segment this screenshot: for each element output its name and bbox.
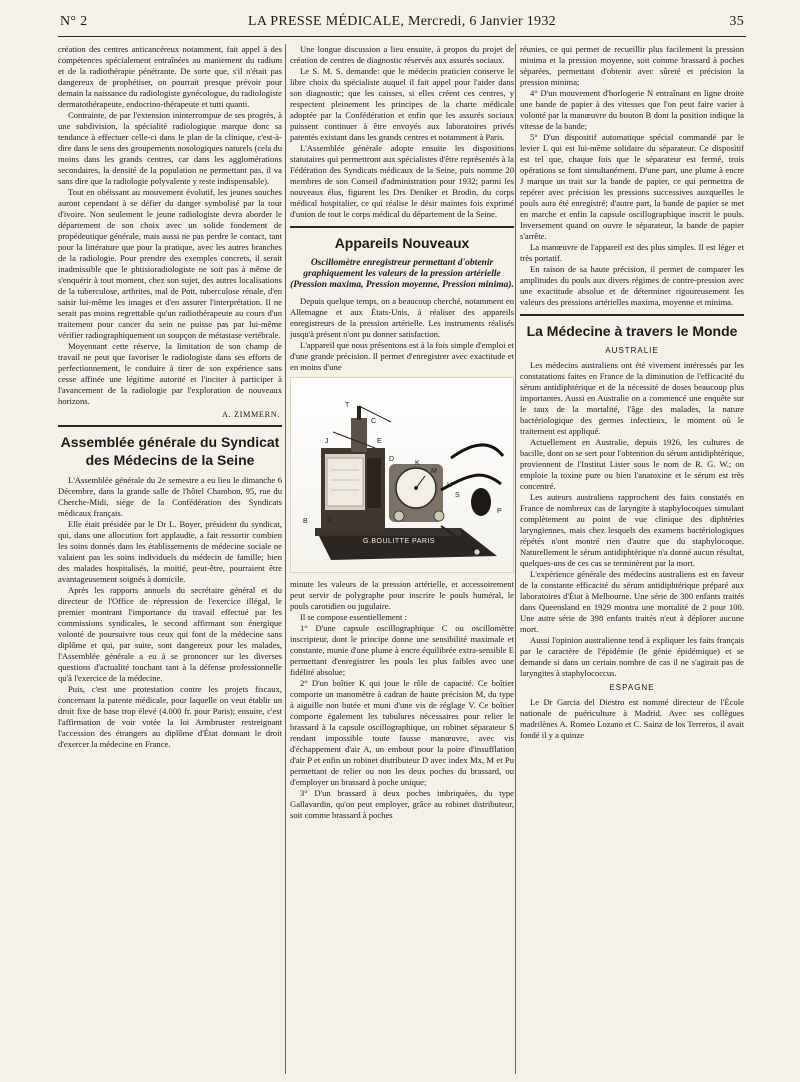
paragraph: 3° D'un brassard à deux poches imbriquées, du type Gallavardin, qu'on peut employer, grâce au robinet distributeur, soit comme brassard à poches bbox=[290, 788, 514, 820]
country-heading-espagne: ESPAGNE bbox=[609, 683, 655, 692]
paragraph: 5° D'un dispositif automatique spécial commandé par le levier L qui est lui-même solidaire du séparateur. Ce dispositif est tel que, chaque fois que le séparateur est fermé, trois opérations se font simultanément. D'une part, une plume à encre J marque un trait sur la bande de papier, ce qui permettra de repérer avec précision les pressions successives auxquelles le pouls aura été enregistré; d'autre part, la bande de papier se met en marche et enfin la capsule oscillographique inscrit le pouls. Inversement quand on ouvre le séparateur, la bande de papier s'arrête. bbox=[520, 132, 744, 241]
photo-label: D bbox=[389, 456, 395, 463]
paragraph: 2° D'un boîtier K qui joue le rôle de capacité. Ce boîtier comporte un manomètre à cadran de haute précision M, du type à aiguille non butée et muni d'une vis de réglage V. Ce boîtier comporte également les tubulures nécessaires pour relier le brassard à la capsule oscillographique, un robinet séparateur S rendant impossible toute fausse manœuvre, avec vis d'échappement d'air A, un embout pour la poire d'insufflation d'air P et enfin un robinet distributeur D avec index Mx, M et Pu permettant de relier ou non les deux poches du brassard, ou d'employer un brassard à poche unique; bbox=[290, 678, 514, 787]
paragraph: La manœuvre de l'appareil est des plus simples. Il est léger et très portatif. bbox=[520, 242, 744, 263]
manufacturer-plate: G.BOULITTE PARIS bbox=[363, 538, 436, 545]
column-divider bbox=[285, 44, 286, 1074]
paragraph: L'Assemblée générale du 2e semestre a eu lieu le dimanche 6 Décembre, dans la grande salle de l'hôtel Chambon, 95, rue du Cherche-Midi, siège de la Confédération des Syndicats médicaux français. bbox=[58, 475, 282, 518]
country-heading-australie: AUSTRALIE bbox=[605, 346, 659, 355]
photo-label: T bbox=[345, 402, 350, 409]
section-rule bbox=[290, 226, 514, 228]
photo-label: S bbox=[455, 492, 460, 499]
photo-label: E bbox=[377, 438, 382, 445]
paragraph: Aussi l'opinion australienne tend à expliquer les faits français par le caractère de l'épidémie (le génie épidémique) et se demande si dans un certain nombre de cas il ne s'agirait pas de laryngites à staphylococcus. bbox=[520, 635, 744, 678]
paragraph: En raison de sa haute précision, il permet de comparer les amplitudes du pouls aux divers régimes de contre-pression avec une exactitude absolue et de déterminer rigoureusement les valeurs des pressions artérielles maxima, moyenne et minima. bbox=[520, 264, 744, 307]
paragraph: 4° D'un mouvement d'horlogerie N entraînant en ligne droite une bande de papier à des vitesses que l'on peut faire varier à volonté par la manœuvre du bouton B dont la position indique la vitesse de la bande; bbox=[520, 88, 744, 131]
paragraph: Il se compose essentiellement : bbox=[300, 612, 407, 622]
paragraph: Les auteurs australiens rapprochent des faits constatés en France de nombreux cas de laryngite à staphylocoques simulant complètement au point de vue clinique des diphtéries laryngiennes, mais chez lesquels des examens bactériologiques répétés n'ont montré rien d'autre que du staphylocoque. Naturellement le sérum antidiphtérique n'a donné aucun résultat, quelques-uns de ces cas se terminèrent par la mort. bbox=[520, 492, 744, 568]
page-number: 35 bbox=[729, 14, 744, 29]
article-subtitle: Oscillomètre enregistreur permettant d'obtenir graphiquement les valeurs de la pression artérielle (Pression maxima, Pression moyenne, Pression minima). bbox=[290, 258, 514, 290]
paragraph: Une longue discussion a lieu ensuite, à propos du projet de création de centres de diagnostic réservés aux assurés sociaux. bbox=[290, 44, 514, 65]
photo-label: H bbox=[447, 482, 453, 489]
photo-label: M bbox=[431, 468, 437, 475]
photo-label: P bbox=[497, 508, 502, 515]
column-1 bbox=[58, 44, 282, 1074]
paragraph: création des centres anticancéreux notamment, fait appel à des compétences spécialement entraînées au maniement du radium et de la radiothérapie pénétrante. De sorte que, s'il n'était pas dangereux de prophétiser, on pourrait presque prévoir pour demain la naissance du radiologiste gynécologue, du radiologiste dermatothérapeute, endocrino-thérapeute et tutti quanti. bbox=[58, 44, 282, 109]
photo-label: B bbox=[303, 518, 308, 525]
author-signature: A. ZIMMERN. bbox=[222, 410, 280, 419]
paragraph: L'Assemblée générale adopte ensuite les dispositions statutaires qui permettront aux spécialistes d'être représentés à la Fédération des Syndicats médicaux de la Seine, puis nomme 20 membres de son Conseil d'administration pour 1932; parmi les nouveaux élus, figurent les Drs Deniker et Brodin, du corps médical hospitalier, ce qui réalise le désir maintes fois exprimé d'union de tout le corps médical du département de la Seine. bbox=[290, 143, 514, 219]
paragraph: Après les rapports annuels du secrétaire général et du directeur de l'Office de répression de l'exercice illégal, le premier montrant l'importance du travail effectué par les commissions syndicales, le second affirmant son énergique volonté de poursuivre tous ceux qui font de la médecine sans diplôme et qui, par suite, sont dangereux pour les malades, l'Assemblée générale a eu à se prononcer sur les diverses questions d'actualité touchant tant à la défense professionnelle qu'à l'exercice de la médecine. bbox=[58, 585, 282, 683]
header-rule bbox=[58, 36, 746, 37]
paragraph: Le Dr Garcia del Diestro est nommé directeur de l'École nationale de puériculture à Madrid. Avec ses collègues madrilènes A. Romeo Lozano et C. Sainz de los Terreros, il avait fondé il y a quinze bbox=[520, 697, 744, 740]
paragraph: minute les valeurs de la pression artérielle, et accessoirement peut servir de polygraphe pour inscrire le pouls huméral, le pouls carotidien ou jugulaire. bbox=[290, 579, 514, 611]
paragraph: Contrainte, de par l'extension ininterrompue de ses progrès, à une subdivision, la spécialité radiologique marque donc sa tendance à effectuer celle-ci dans le plan de la clinique, c'est-à-dire dans le sens des groupements nosologiques naturels (cela du moins dans les grands centres, car dans les agglomérations secondaires, la densité de la population ne permettant pas, il va sans dire que la radiologie polyvalente y reste indispensable). bbox=[58, 110, 282, 186]
paragraph: L'expérience générale des médecins australiens est en faveur de la constante efficacité du sérum antidiphtérique préparé aux laboratoires d'État à Melbourne. Une série de 300 enfants traités dans Queensland en 1929 montra une mortalité de 2 pour 100. Une autre série de 398 enfants traités n'eut à déplorer aucune mort. bbox=[520, 569, 744, 634]
paragraph: Les médecins australiens ont été vivement intéressés par les constatations faites en France de la diminution de l'efficacité du sérum antidiphtérique et de la nécessité de doses beaucoup plus importantes. Aussi en Australie on a commencé une enquête sur le taux de la mortalité, l'âge des malades, la nature bactériologique des germes infectieux, le moment où le traitement est appliqué. bbox=[520, 360, 744, 436]
section-rule bbox=[520, 314, 744, 316]
column-divider bbox=[515, 44, 516, 1074]
section-title-assemblee: Assemblée générale du Syndicat des Médecins de la Seine bbox=[60, 434, 280, 468]
paragraph: réunies, ce qui permet de recueillir plus facilement la pression minima et la pression moyenne, soit comme brassard à poches séparées, permettant d'obtenir avec sûreté et précision la pression minima; bbox=[520, 44, 744, 87]
photo-label: R bbox=[327, 518, 333, 525]
paragraph: Tout en obéissant au mouvement évolutif, les jeunes souches auront cependant à se défier du danger symbolisé par la tour d'ivoire. Non seulement le jeune radiologiste devra aborder le département de son choix avec un solide fondement de propédeutique générale, mais aussi ne pas perdre le contact, tant pour la littérature que pour la pratique, avec les autres branches de la radiologie. Pour prendre des exemples concrets, il serait inadmissible que le phtisioradiologiste ne soit pas à même de s'enquérir à tout moment, chez son sujet, des autres localisations de la tuberculose, arthrites, mal de Pott, tuberculose rénale, d'en saisir lui-même les images et d'en assurer l'interprétation. Il ne serait pas moins regrettable qu'un radiothérapeute au cours d'un traitement pour cancer du sein ne puisse pas par lui-même vérifier radiographiquement un soupçon de métastase vertébrale. bbox=[58, 187, 282, 340]
section-title-medecine-monde: La Médecine à travers le Monde bbox=[526, 323, 738, 339]
paragraph: 1° D'une capsule oscillographique C ou oscillomètre inscripteur, dont le principe donne une sensibilité maximale et constante, munie d'une plume à encre équilibrée extra-sensible E permettant d'enregistrer les pouls les plus faibles avec une fidélité absolue; bbox=[290, 623, 514, 677]
column-3 bbox=[520, 44, 744, 1074]
paragraph: Puis, c'est une protestation contre les projets fiscaux, concernant la patente médicale, pour laquelle on veut établir un droit fixe de base trop élevé (4.000 fr. pour Paris); ensuite, c'est l'affirmation de voir votée la loi Armbruster restreignant l'accession des étrangers au diplôme d'État donnant le droit d'exercer la médecine en France. bbox=[58, 684, 282, 749]
paragraph: Moyennant cette réserve, la limitation de son champ de travail ne peut que favoriser le radiologiste dans ses efforts de perfectionnement, le conduire à tirer de son expérience sans cesse affinée une légitime autorité et l'inciter à participer à l'avancement de la radiologie par l'exploration de nouveaux horizons. bbox=[58, 341, 282, 406]
issue-number: N° 2 bbox=[60, 14, 88, 29]
paragraph: Actuellement en Australie, depuis 1926, les cultures de bacille, dont on se sert pour l'obtention du sérum antidiphtérique, proviennent de l'Institut Lister sous le nom de R. G. W.; on emploie la toxine pure ou bien l'anatoxine et le sérum est très concentré. bbox=[520, 437, 744, 491]
photo-label: K bbox=[415, 460, 420, 467]
photo-label: J bbox=[325, 438, 329, 445]
paragraph: Depuis quelque temps, on a beaucoup cherché, notamment en Allemagne et aux États-Unis, à réaliser des appareils enregistreurs de la pression artérielle. Les instruments réalisés jusqu'à présent n'ont pu donner satisfaction. bbox=[290, 296, 514, 339]
section-rule bbox=[58, 425, 282, 427]
paragraph: Elle était présidée par le Dr L. Boyer, président du syndicat, qui, dans une allocution fort applaudie, a fait ressortir combien les soins donnés dans les établissements de médecine sociale ne valaient pas les soins individuels du médecin de famille; bien des malades hospitalisés, la moitié, peut-être, pourraient être avantageusement soignés à domicile. bbox=[58, 519, 282, 584]
paragraph: L'appareil que nous présentons est à la fois simple d'emploi et d'une grande précision. Il permet d'enregistrer avec exactitude et en moins d'une bbox=[290, 340, 514, 372]
masthead-title: LA PRESSE MÉDICALE, Mercredi, 6 Janvier 1932 bbox=[248, 14, 556, 29]
paragraph: Le S. M. S. demande: que le médecin praticien conserve le libre choix du spécialiste auquel il fait appel pour l'aider dans son diagnostic; que les caisses, si elles créent ces centres, y respectent pleinement les principes de la charte médicale adoptée par la Confédération et enfin que les assurés sociaux puissent continuer à être envoyés aux laboratoires privés patentés existant dans les grands centres et notamment à Paris. bbox=[290, 66, 514, 142]
section-title-appareils: Appareils Nouveaux bbox=[334, 235, 470, 251]
column-2 bbox=[290, 44, 514, 1074]
page-header bbox=[60, 14, 744, 36]
oscillometer-photo bbox=[290, 377, 514, 573]
photo-label: C bbox=[371, 418, 377, 425]
